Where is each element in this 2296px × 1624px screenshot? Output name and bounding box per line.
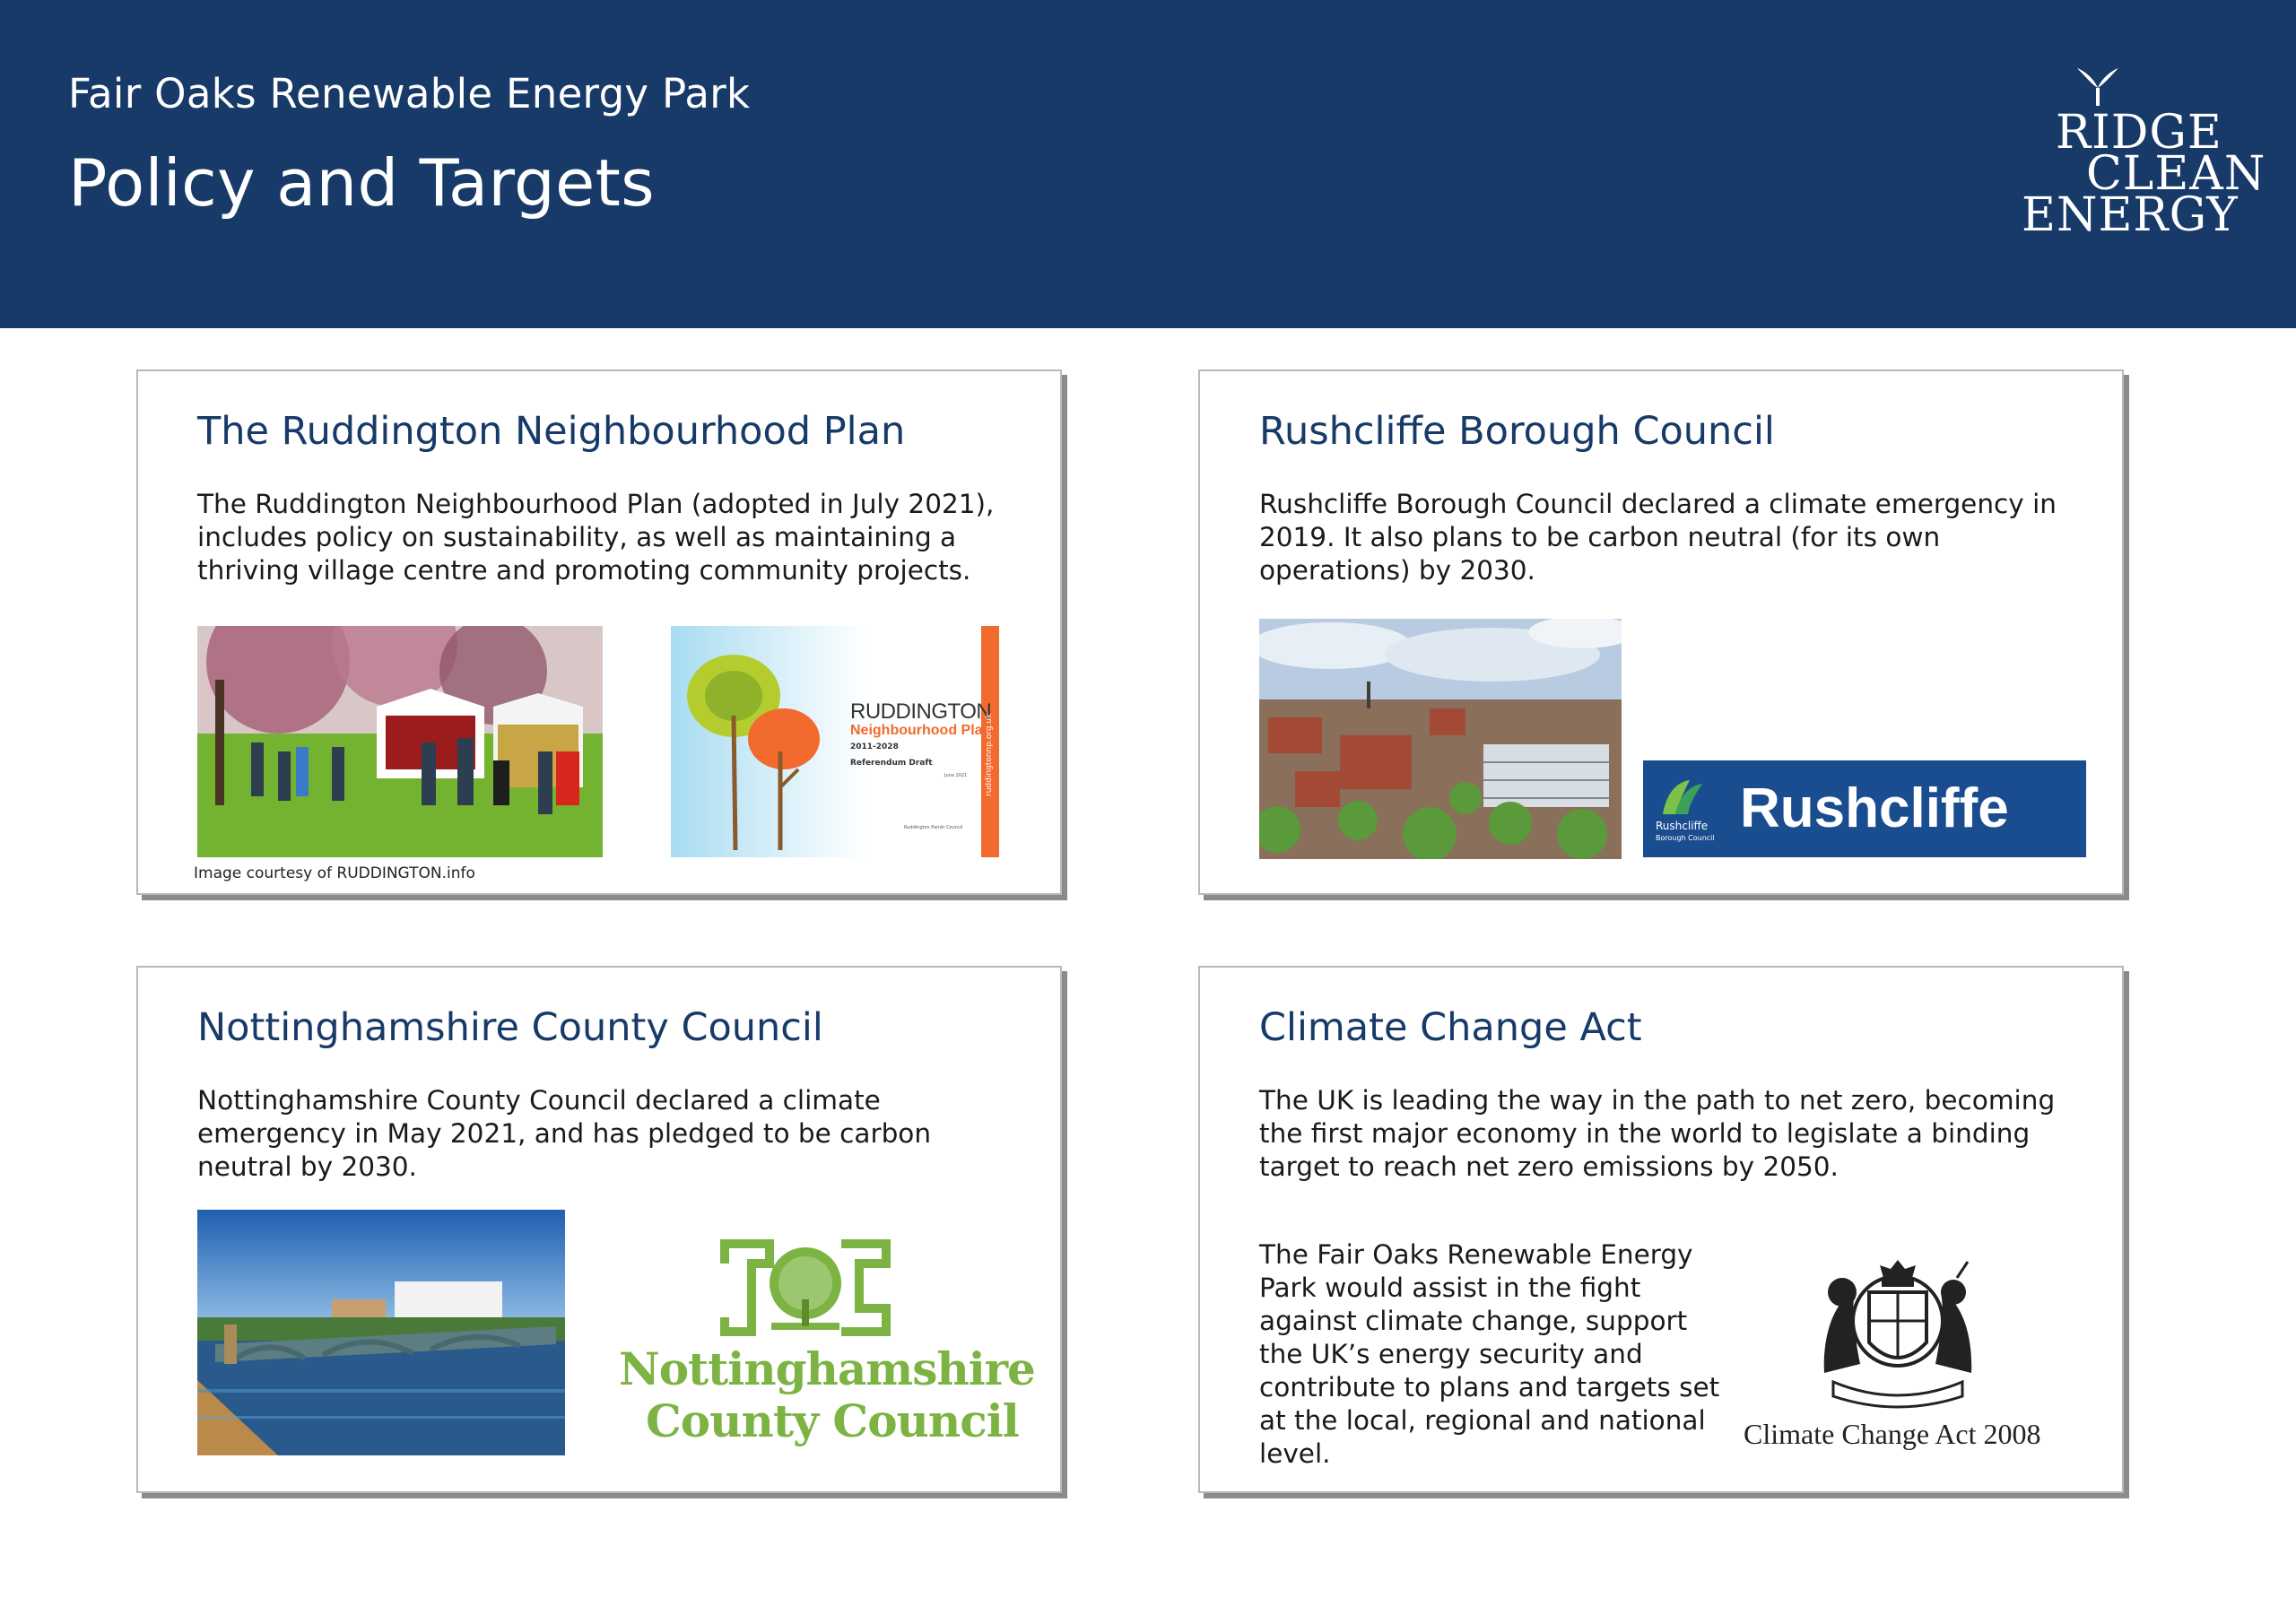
card-body: The Ruddington Neighbourhood Plan (adopted in July 2021), includes policy on sustainability, as well as maintaining a thriving village centre and promoting community projects. xyxy=(197,489,995,586)
page-title: Policy and Targets xyxy=(68,145,655,221)
notts-logo-line-1: Nottinghamshire xyxy=(619,1342,1035,1395)
image-caption: Image courtesy of RUDDINGTON.info xyxy=(194,864,475,882)
card-body-secondary: The Fair Oaks Renewable Energy Park would assist in the fight against climate change, support the UK’s energy security and contribute to plans and targets set at the local, regional and national level. xyxy=(1259,1239,1720,1469)
rushcliffe-wordmark: Rushcliffe xyxy=(1740,777,2009,839)
turbine-icon xyxy=(2075,65,2120,106)
card-body: Rushcliffe Borough Council declared a climate emergency in 2019. It also plans to be carbon neutral (for its own operations) by 2030. xyxy=(1259,489,2057,586)
card-climate-change-act xyxy=(1198,966,2124,1493)
cover-date: June 2021 xyxy=(944,773,968,778)
ridge-clean-energy-logo xyxy=(2018,65,2266,244)
river-bridge-photo xyxy=(197,1210,565,1455)
card-body: The UK is leading the way in the path to net zero, becoming the first major economy in the world to legislate a binding target to reach net zero emissions by 2050. xyxy=(1259,1085,2056,1182)
rushcliffe-logo xyxy=(1643,760,2086,857)
logo-line-1: RIDGE xyxy=(2056,106,2222,160)
card-body: Nottinghamshire County Council declared a climate emergency in May 2021, and has pledged to be carbon neutral by 2030. xyxy=(197,1085,932,1182)
cover-years: 2011-2028 xyxy=(850,743,899,751)
header-banner xyxy=(0,0,2296,328)
card-rushcliffe xyxy=(1198,369,2124,895)
card-ruddington xyxy=(136,369,1062,895)
card-title: Rushcliffe Borough Council xyxy=(1259,409,1775,454)
cover-title: RUDDINGTON xyxy=(850,699,992,724)
rushcliffe-small-1: Rushcliffe xyxy=(1656,820,1709,832)
cover-url: ruddingtonnp.org.uk xyxy=(985,713,994,796)
card-title: Climate Change Act xyxy=(1259,1005,1642,1050)
card-nottinghamshire xyxy=(136,966,1062,1493)
cover-publisher: Ruddington Parish Council xyxy=(904,825,963,830)
card-title: Nottinghamshire County Council xyxy=(197,1005,823,1050)
cover-subtitle: Neighbourhood Plan xyxy=(850,723,992,738)
royal-coat-of-arms-icon xyxy=(1815,1256,1980,1409)
crest-caption: Climate Change Act 2008 xyxy=(1744,1418,2041,1450)
oak-tree-icon xyxy=(716,1237,895,1341)
rushcliffe-small-2: Borough Council xyxy=(1656,834,1715,842)
logo-line-3: ENERGY xyxy=(2022,188,2239,242)
village-market-photo xyxy=(197,626,603,857)
cover-draft: Referendum Draft xyxy=(850,759,933,768)
logo-line-2: CLEAN xyxy=(2086,147,2266,201)
notts-logo-line-2: County Council xyxy=(646,1394,1019,1447)
rushcliffe-leaf-icon xyxy=(1657,775,1706,820)
nottinghamshire-logo xyxy=(604,1237,1035,1461)
neighbourhood-plan-cover xyxy=(671,626,999,857)
card-title: The Ruddington Neighbourhood Plan xyxy=(197,409,906,454)
town-aerial-photo xyxy=(1259,619,1622,859)
project-name: Fair Oaks Renewable Energy Park xyxy=(68,70,751,117)
